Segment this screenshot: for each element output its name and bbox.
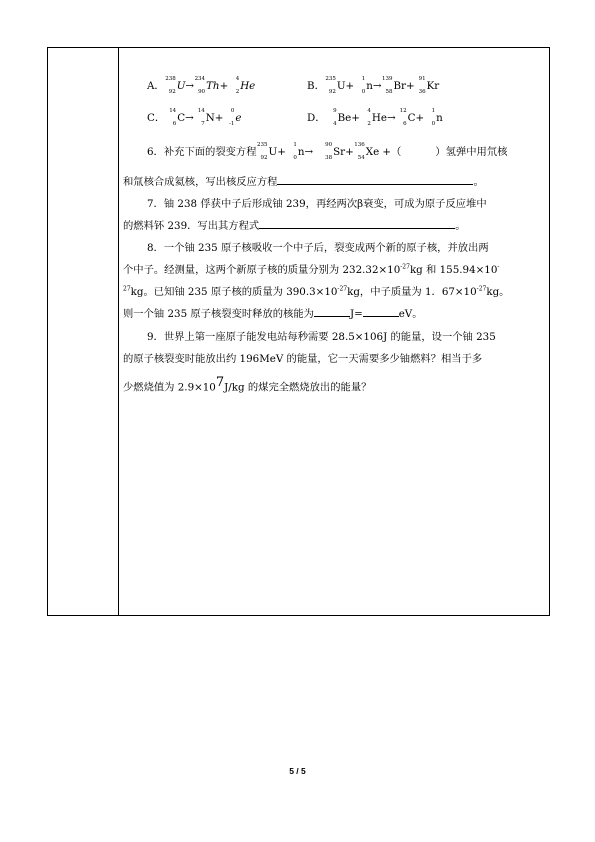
nuclide-br xyxy=(381,76,414,96)
mass-number: 91 xyxy=(418,76,426,82)
q7-line1-text: 7．铀 238 俘获中子后形成铀 239，再经两次β衰变，可成为原子反应堆中 xyxy=(147,198,487,210)
arrow-icon: → xyxy=(185,111,194,124)
arrow-icon: → xyxy=(386,111,396,124)
q9-text: J/kg 的煤完全燃烧放出的能量？ xyxy=(224,381,372,394)
element-symbol: n xyxy=(297,146,305,158)
exponent: 27 xyxy=(123,285,131,293)
atomic-number: 2 xyxy=(235,89,240,95)
mass-number: 4 xyxy=(235,76,240,82)
q6-line2-text: 和氚核合成氦核，写出核反应方程 xyxy=(123,176,278,188)
mass-number: 90 xyxy=(325,142,333,148)
element-symbol: U+ xyxy=(336,80,355,92)
q6-suffix: ）氢弹中用氘核 xyxy=(435,145,508,158)
mass-number: 235 xyxy=(257,142,268,148)
q7-end: 。 xyxy=(455,220,466,232)
atomic-number: 0 xyxy=(293,155,297,161)
options-row-ab xyxy=(147,76,577,98)
mass-number: 235 xyxy=(325,76,336,82)
q7-line2 xyxy=(123,218,466,234)
q6-end: 。 xyxy=(473,176,484,188)
atomic-number: 6 xyxy=(172,121,177,127)
nuclide-he xyxy=(360,108,387,128)
atomic-number: 92 xyxy=(260,155,268,161)
table-frame xyxy=(47,47,550,616)
mass-number: 1 xyxy=(361,76,366,82)
element-symbol: C xyxy=(177,112,186,124)
nuclide-c xyxy=(165,108,185,128)
atomic-number: 4 xyxy=(333,121,337,127)
q8-text: eV。 xyxy=(398,308,423,320)
mass-number: 1 xyxy=(431,108,436,114)
options-row-cd xyxy=(147,108,577,130)
element-symbol: e xyxy=(235,112,242,124)
nuclide-n xyxy=(354,76,373,96)
mass-number: 238 xyxy=(165,76,176,82)
mass-number: 9 xyxy=(333,108,337,114)
atomic-number: 54 xyxy=(357,155,365,161)
exponent: -27 xyxy=(337,285,348,293)
option-d-label: D． xyxy=(307,111,326,124)
q9-line1 xyxy=(147,329,496,345)
q9-line3 xyxy=(123,373,371,396)
atomic-number: -1 xyxy=(229,121,235,127)
option-a-label: A． xyxy=(147,79,165,92)
nuclide-u xyxy=(325,76,354,96)
nuclide-n xyxy=(286,142,305,162)
atomic-number: 90 xyxy=(198,89,206,95)
atomic-number: 0 xyxy=(431,121,436,127)
q8-line3 xyxy=(123,284,509,300)
q8-line2 xyxy=(123,262,499,278)
q8-text: J= xyxy=(349,308,363,320)
atomic-number: 7 xyxy=(201,121,205,127)
q8-text: kg 和 155.94×10 xyxy=(409,264,498,276)
q8-line4 xyxy=(123,306,423,322)
option-a xyxy=(147,76,255,96)
atomic-number: 58 xyxy=(385,89,393,95)
answer-blank[interactable] xyxy=(277,174,473,185)
mass-number: 136 xyxy=(354,142,365,148)
mass-number: 14 xyxy=(197,108,205,114)
nuclide-c12 xyxy=(396,108,425,128)
element-symbol: He xyxy=(240,80,256,92)
q9-text: 少燃烧值为 2.9×10 xyxy=(123,381,216,394)
option-d xyxy=(307,108,443,128)
q8-text: 个中子。经测量，这两个新原子核的质量分别为 232.32×10 xyxy=(123,264,401,276)
element-symbol: Xe +（ xyxy=(365,146,402,158)
answer-blank-joules[interactable] xyxy=(314,306,350,317)
exponent: 7 xyxy=(215,375,225,390)
q6-prefix: 6．补充下面的裂变方程 xyxy=(147,145,257,158)
nuclide-th xyxy=(194,76,220,96)
nuclide-u xyxy=(257,142,286,162)
q9-line2 xyxy=(123,351,482,367)
option-c xyxy=(147,108,241,128)
element-symbol: Sr+ xyxy=(333,146,354,158)
element-symbol: Br+ xyxy=(393,80,415,92)
nuclide-kr xyxy=(415,76,440,96)
mass-number: 234 xyxy=(194,76,206,82)
exponent: - xyxy=(497,263,500,271)
element-symbol: N+ xyxy=(205,112,224,124)
q6-line2 xyxy=(123,174,484,190)
q8-line1-text: 8．一个铀 235 原子核吸收一个中子后，裂变成两个新的原子核，并放出两 xyxy=(147,242,489,254)
atomic-number: 2 xyxy=(367,121,371,127)
plus-sign: + xyxy=(219,79,229,92)
question-content xyxy=(119,48,549,615)
q8-text: kg。已知铀 235 原子核的质量为 390.3×10 xyxy=(130,286,338,298)
nuclide-n xyxy=(424,108,443,128)
atomic-number: 92 xyxy=(328,89,336,95)
element-symbol: U+ xyxy=(268,146,286,158)
atomic-number: 92 xyxy=(168,89,176,95)
element-symbol: n xyxy=(366,80,373,92)
nuclide-e xyxy=(223,108,241,128)
q9-line1-text: 9．世界上第一座原子能发电站每秒需要 28.5×106J 的能量，设一个铀 235 xyxy=(147,331,496,343)
nuclide-u xyxy=(165,76,186,96)
exponent: -27 xyxy=(400,263,410,271)
atomic-number: 36 xyxy=(418,89,426,95)
element-symbol: n xyxy=(436,112,443,124)
atomic-number: 6 xyxy=(403,121,407,127)
nuclide-sr xyxy=(321,142,354,162)
answer-blank[interactable] xyxy=(259,218,455,229)
element-symbol: Th xyxy=(206,80,220,92)
answer-blank-ev[interactable] xyxy=(363,306,399,317)
arrow-icon: → xyxy=(304,145,314,158)
nuclide-he xyxy=(228,76,255,96)
q7-line1 xyxy=(147,196,487,212)
q8-line1 xyxy=(147,240,489,256)
mass-number: 139 xyxy=(381,76,393,82)
nuclide-xe xyxy=(354,142,402,162)
element-symbol: C+ xyxy=(407,112,425,124)
q6-line1 xyxy=(147,142,507,162)
q7-line2-text: 的燃料钚 239．写出其方程式 xyxy=(123,220,260,232)
mass-number: 4 xyxy=(367,108,371,114)
exponent: -27 xyxy=(476,285,487,293)
nuclide-be xyxy=(326,108,360,128)
option-c-label: C． xyxy=(147,111,166,124)
element-symbol: He xyxy=(371,112,387,124)
atomic-number: 38 xyxy=(325,155,333,161)
mass-number: 0 xyxy=(230,108,235,114)
element-symbol: Kr xyxy=(426,80,440,92)
mass-number: 12 xyxy=(399,108,407,114)
option-b xyxy=(307,76,439,96)
atomic-number: 0 xyxy=(361,89,366,95)
q8-text: 则一个铀 235 原子核裂变时释放的核能为 xyxy=(123,308,314,320)
nuclide-n14 xyxy=(194,108,224,128)
q9-line2-text: 的原子核裂变时能放出约 196MeV 的能量，它一天需要多少铀燃料？相当于多 xyxy=(123,353,483,365)
arrow-icon: → xyxy=(372,79,382,92)
option-b-label: B． xyxy=(307,79,325,92)
q8-text: kg，中子质量为 1．67×10 xyxy=(347,286,477,298)
arrow-icon: → xyxy=(185,79,195,92)
mass-number: 14 xyxy=(169,108,177,114)
page-number: 5 / 5 xyxy=(289,766,306,776)
q8-text: kg。 xyxy=(486,286,510,298)
element-symbol: U xyxy=(176,80,186,92)
mass-number: 1 xyxy=(293,142,297,148)
element-symbol: Be+ xyxy=(337,112,360,124)
